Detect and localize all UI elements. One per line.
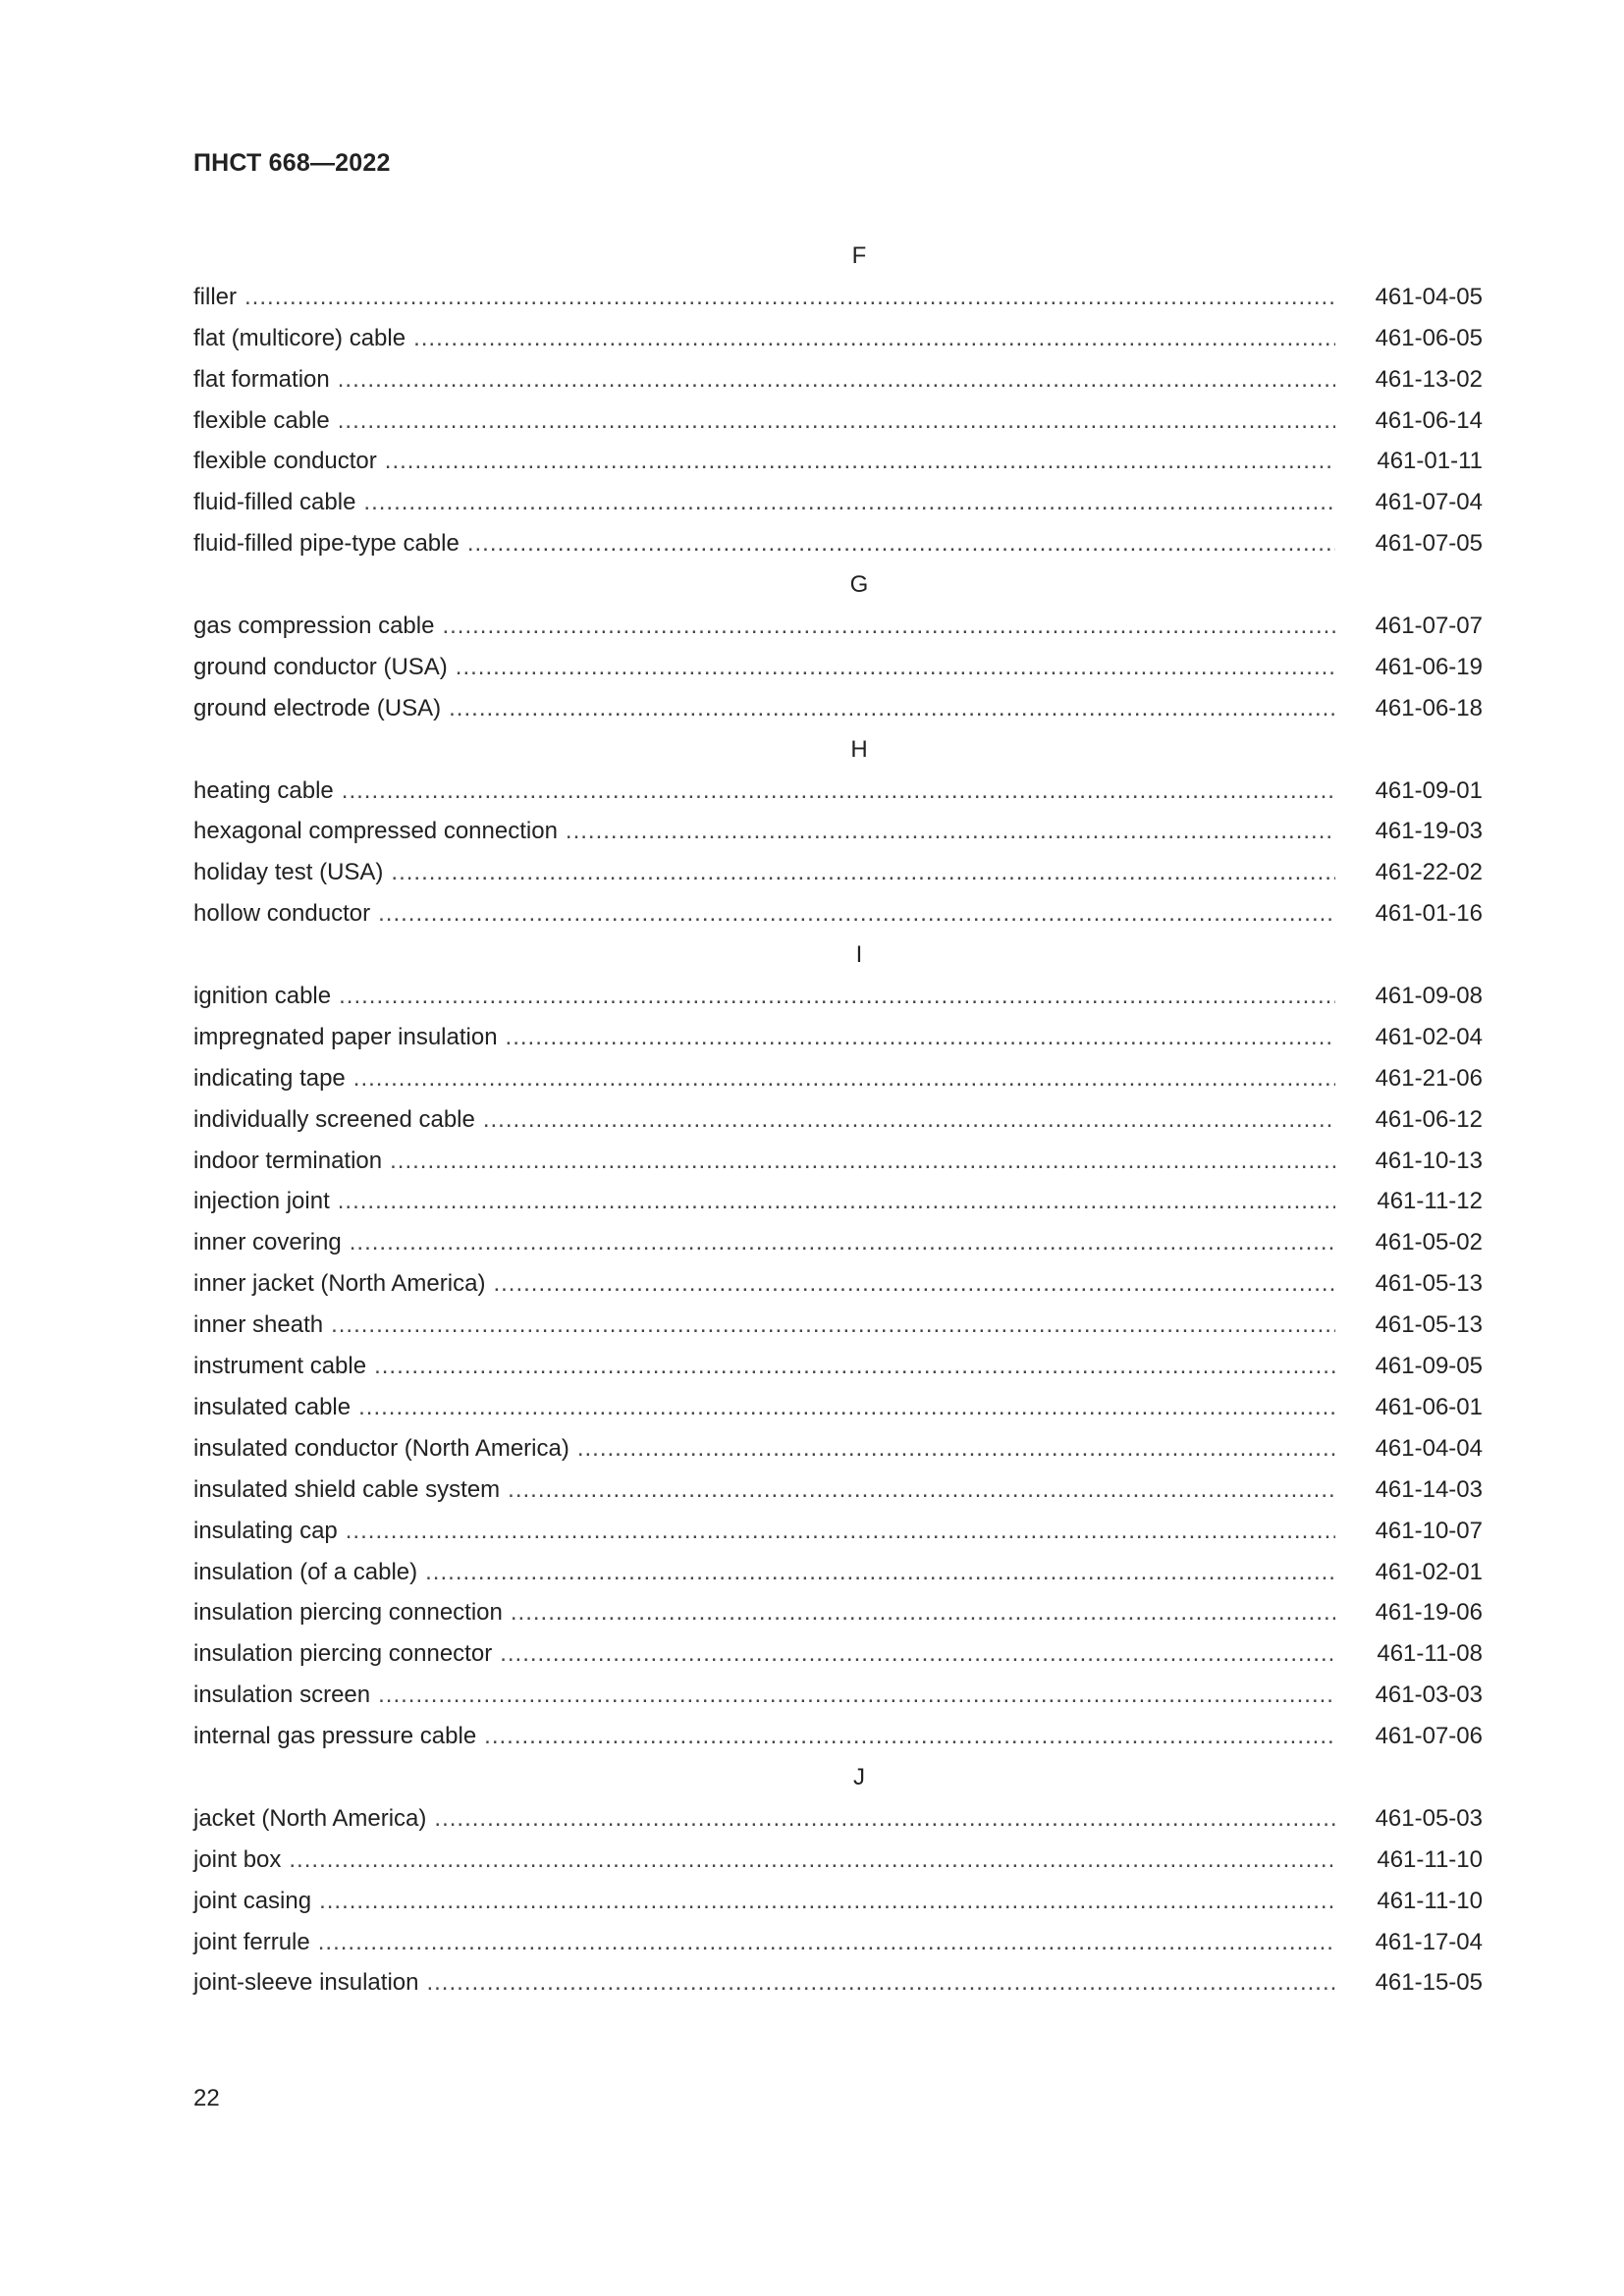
- index-term: jacket (North America): [193, 1804, 427, 1832]
- dot-leader: [363, 482, 1335, 523]
- index-term: flat (multicore) cable: [193, 324, 406, 351]
- dot-leader: [318, 1922, 1335, 1963]
- index-entry: [193, 1099, 1483, 1141]
- index-ref: 461-06-12: [1375, 1105, 1483, 1133]
- index-ref: 461-07-05: [1375, 530, 1483, 558]
- dot-leader: [378, 893, 1335, 934]
- index-ref: 461-02-04: [1375, 1023, 1483, 1050]
- index-term: filler: [193, 283, 238, 310]
- index-entry: [193, 1675, 1483, 1716]
- index-term: flat formation: [193, 365, 330, 393]
- dot-leader: [342, 771, 1335, 812]
- index-ref: 461-10-13: [1375, 1147, 1483, 1174]
- index-entry: [193, 852, 1483, 893]
- dot-leader: [566, 811, 1335, 852]
- dot-leader: [319, 1881, 1335, 1922]
- index-term: hollow conductor: [193, 900, 371, 928]
- dot-leader: [442, 606, 1335, 647]
- index-ref: 461-05-03: [1375, 1804, 1483, 1832]
- index-ref: 461-06-05: [1375, 324, 1483, 351]
- index-term: impregnated paper insulation: [193, 1023, 498, 1050]
- dot-leader: [484, 1716, 1335, 1757]
- index-ref: 461-07-04: [1375, 489, 1483, 516]
- index-entry: [193, 647, 1483, 688]
- index-ref: 461-11-10: [1377, 1845, 1483, 1873]
- index-term: insulation piercing connector: [193, 1640, 493, 1668]
- index-ref: 461-11-12: [1377, 1188, 1483, 1215]
- index-term: heating cable: [193, 776, 334, 804]
- dot-leader: [289, 1840, 1335, 1881]
- index-entry: [193, 606, 1483, 647]
- index-term: joint casing: [193, 1887, 312, 1914]
- dot-leader: [483, 1099, 1335, 1141]
- index-ref: 461-02-01: [1375, 1558, 1483, 1585]
- section-letter: H: [850, 735, 868, 763]
- index-entry: [193, 976, 1483, 1017]
- index-term: insulation screen: [193, 1682, 371, 1709]
- index-entry: [193, 359, 1483, 400]
- index-term: inner sheath: [193, 1311, 324, 1339]
- dot-leader: [425, 1552, 1335, 1593]
- index-entry: [193, 441, 1483, 482]
- index-term: joint ferrule: [193, 1928, 310, 1955]
- index-term: inner jacket (North America): [193, 1270, 486, 1298]
- index-term: insulated cable: [193, 1393, 352, 1420]
- index-ref: 461-03-03: [1375, 1682, 1483, 1709]
- index-entry: [193, 277, 1483, 318]
- index-ref: 461-06-18: [1375, 694, 1483, 721]
- index-entry: [193, 482, 1483, 523]
- page-number: 22: [193, 2085, 220, 2111]
- dot-leader: [338, 1181, 1335, 1222]
- index-entry: [193, 318, 1483, 359]
- index-entry: [193, 1346, 1483, 1387]
- document-header: ПНСТ 668—2022: [193, 149, 391, 177]
- index-ref: 461-21-06: [1375, 1064, 1483, 1092]
- dot-leader: [385, 441, 1335, 482]
- dot-leader: [358, 1387, 1335, 1428]
- dot-leader: [456, 647, 1335, 688]
- section-letter: I: [855, 941, 863, 969]
- index-term: insulated conductor (North America): [193, 1434, 569, 1462]
- index-ref: 461-01-16: [1375, 900, 1483, 928]
- section-letter: J: [853, 1763, 865, 1790]
- index-ref: 461-05-02: [1375, 1229, 1483, 1256]
- index-term: internal gas pressure cable: [193, 1723, 477, 1750]
- dot-leader: [331, 1305, 1335, 1346]
- index-term: fluid-filled pipe-type cable: [193, 530, 460, 558]
- dot-leader: [346, 1511, 1335, 1552]
- index-entry: [193, 1387, 1483, 1428]
- index-entry: [193, 1017, 1483, 1058]
- index-entry: [193, 1511, 1483, 1552]
- index-term: gas compression cable: [193, 613, 435, 640]
- index-entry: [193, 1962, 1483, 2003]
- index-entry: [193, 1141, 1483, 1182]
- dot-leader: [449, 688, 1335, 729]
- index-entry: [193, 1552, 1483, 1593]
- index-entry: [193, 1058, 1483, 1099]
- index-ref: 461-11-08: [1377, 1640, 1483, 1668]
- index-term: inner covering: [193, 1229, 342, 1256]
- dot-leader: [577, 1428, 1335, 1469]
- index-term: flexible conductor: [193, 448, 377, 475]
- section-letter: G: [849, 571, 869, 599]
- dot-leader: [338, 359, 1335, 400]
- dot-leader: [467, 523, 1335, 564]
- index-ref: 461-19-03: [1375, 818, 1483, 845]
- dot-leader: [244, 277, 1335, 318]
- index-entry: [193, 1263, 1483, 1305]
- index-term: individually screened cable: [193, 1105, 475, 1133]
- index-ref: 461-14-03: [1375, 1475, 1483, 1503]
- dot-leader: [413, 318, 1335, 359]
- index-ref: 461-11-10: [1377, 1887, 1483, 1914]
- index-ref: 461-06-01: [1375, 1393, 1483, 1420]
- index-term: holiday test (USA): [193, 859, 384, 886]
- index-term: joint box: [193, 1845, 282, 1873]
- index-term: joint-sleeve insulation: [193, 1969, 419, 1997]
- index-entry: [193, 1592, 1483, 1633]
- index-ref: 461-15-05: [1375, 1969, 1483, 1997]
- index-ref: 461-07-07: [1375, 613, 1483, 640]
- index-entry: [193, 400, 1483, 442]
- dot-leader: [390, 1141, 1335, 1182]
- dot-leader: [426, 1962, 1335, 2003]
- index-entry: [193, 1716, 1483, 1757]
- index-entry: [193, 688, 1483, 729]
- index-ref: 461-10-07: [1375, 1517, 1483, 1544]
- dot-leader: [493, 1263, 1335, 1305]
- dot-leader: [374, 1346, 1335, 1387]
- dot-leader: [508, 1469, 1335, 1511]
- index-ref: 461-05-13: [1375, 1311, 1483, 1339]
- index-term: indoor termination: [193, 1147, 383, 1174]
- index-entry: [193, 1633, 1483, 1675]
- index-entry: [193, 1305, 1483, 1346]
- index-entry: [193, 893, 1483, 934]
- index-ref: 461-09-08: [1375, 983, 1483, 1010]
- dot-leader: [338, 400, 1335, 442]
- dot-leader: [434, 1798, 1335, 1840]
- dot-leader: [500, 1633, 1335, 1675]
- index-entry: [193, 1469, 1483, 1511]
- index-ref: 461-07-06: [1375, 1723, 1483, 1750]
- index-term: fluid-filled cable: [193, 489, 356, 516]
- dot-leader: [506, 1017, 1335, 1058]
- index-entry: [193, 1840, 1483, 1881]
- dot-leader: [350, 1222, 1335, 1263]
- dot-leader: [391, 852, 1335, 893]
- index-term: insulation piercing connection: [193, 1599, 503, 1627]
- index-term: flexible cable: [193, 406, 330, 434]
- index-entry: [193, 1881, 1483, 1922]
- index-ref: 461-01-11: [1377, 448, 1483, 475]
- index-entry: [193, 1181, 1483, 1222]
- dot-leader: [339, 976, 1335, 1017]
- index-entry: [193, 1922, 1483, 1963]
- dot-leader: [353, 1058, 1335, 1099]
- index-term: indicating tape: [193, 1064, 346, 1092]
- index-term: insulation (of a cable): [193, 1558, 418, 1585]
- index-term: hexagonal compressed connection: [193, 818, 558, 845]
- index-term: ground conductor (USA): [193, 653, 448, 680]
- index-ref: 461-09-01: [1375, 776, 1483, 804]
- index-ref: 461-06-14: [1375, 406, 1483, 434]
- index-ref: 461-09-05: [1375, 1353, 1483, 1380]
- index-entry: [193, 1798, 1483, 1840]
- index-ref: 461-13-02: [1375, 365, 1483, 393]
- index-ref: 461-17-04: [1375, 1928, 1483, 1955]
- index-entry: [193, 1222, 1483, 1263]
- index-term: ignition cable: [193, 983, 332, 1010]
- index-term: insulated shield cable system: [193, 1475, 501, 1503]
- index-entry: [193, 523, 1483, 564]
- section-letter: F: [851, 242, 867, 269]
- index-entry: [193, 811, 1483, 852]
- index-term: instrument cable: [193, 1353, 367, 1380]
- alphabetical-index: [193, 236, 1483, 2003]
- index-ref: 461-04-04: [1375, 1434, 1483, 1462]
- index-ref: 461-05-13: [1375, 1270, 1483, 1298]
- index-term: ground electrode (USA): [193, 694, 442, 721]
- index-term: insulating cap: [193, 1517, 338, 1544]
- index-ref: 461-04-05: [1375, 283, 1483, 310]
- index-term: injection joint: [193, 1188, 330, 1215]
- index-ref: 461-06-19: [1375, 653, 1483, 680]
- dot-leader: [378, 1675, 1335, 1716]
- index-ref: 461-19-06: [1375, 1599, 1483, 1627]
- dot-leader: [511, 1592, 1335, 1633]
- index-ref: 461-22-02: [1375, 859, 1483, 886]
- index-entry: [193, 771, 1483, 812]
- index-entry: [193, 1428, 1483, 1469]
